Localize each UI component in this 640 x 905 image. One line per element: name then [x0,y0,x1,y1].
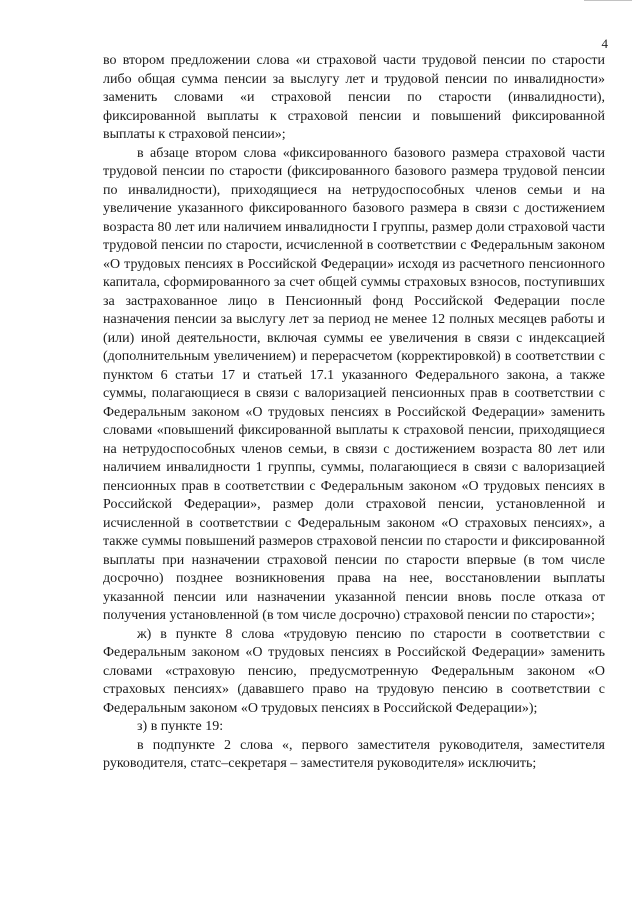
paragraph-replacement-second-sentence: во втором предложении слова «и страховой части трудовой пенсии по старости либо общая сумма пенсии за выслугу лет и трудовой пенсии по инвалидности» заменить словами «и страховой пенсии по старости (инвалидности), фиксированной выплаты к страховой пенсии и повышений фиксированной выплаты к страховой пенсии»; [103,53,605,142]
scan-edge-mark [584,0,632,5]
paragraph-second-clause-amendment: в абзаце втором слова «фиксированного базового размера страховой части трудовой пенсии по старости (фиксированного базового размера трудовой пенсии по инвалидности), приходящиеся на нетрудоспособных членов семьи и на увеличение указанного фиксированного базового размера в связи с достижением возраста 80 лет или наличием инвалидности I группы, размер доли страховой части трудовой пенсии по старости, исчисленной в соответствии с Федеральным законом «О трудовых пенсиях в Российской Федерации» исходя из расчетного пенсионного капитала, сформированного за счет общей суммы страховых взносов, поступивших за застрахованное лицо в Пенсионный фонд Российской Федерации после назначения пенсии за выслугу лет за период не менее 12 полных месяцев работы и (или) иной деятельности, включая суммы ее увеличения в связи с индексацией (дополнительным увеличением) и перерасчетом (корректировкой) в соответствии с пунктом 6 статьи 17 и статьей 17.1 указанного Федерального закона, а также суммы, полагающиеся в связи с валоризацией пенсионных прав в соответствии с Федеральным законом «О трудовых пенсиях в Российской Федерации» заменить словами «повышений фиксированной выплаты к страховой пенсии, приходящиеся на нетрудоспособных членов семьи, в связи с достижением возраста 80 лет или наличием инвалидности 1 группы, суммы, полагающиеся в связи с валоризацией пенсионных прав в соответствии с Федеральным законом «О трудовых пенсиях в Российской Федерации», размер доли страховой пенсии, установленной и исчисленной в соответствии с Федеральным законом «О страховых пенсиях», а также суммы повышений размеров страховой пенсии по старости и фиксированной выплаты при назначении страховой пенсии по старости впервые (в том числе досрочно) позднее возникновения права на нее, восстановлении выплаты указанной пенсии или назначении указанной пенсии вновь после отказа от получения установленной (в том числе досрочно) страховой пенсии по старости»; [103,145,605,623]
paragraph-subpoint-2: в подпункте 2 слова «, первого заместителя руководителя, заместителя руководителя, статс–секретаря – заместителя руководителя» исключить; [103,737,605,771]
body-text [103,52,605,774]
paragraph-item-zh-point-8: ж) в пункте 8 слова «трудовую пенсию по старости в соответствии с Федеральным законом «О трудовых пенсиях в Российской Федерации» заменить словами «страховую пенсию, предусмотренную Федеральным законом «О страховых пенсиях» (дававшего право на трудовую пенсию в соответствии с Федеральным законом «О трудовых пенсиях в Российской Федерации»); [103,626,605,716]
paragraph-item-z-point-19: з) в пункте 19: [137,719,224,734]
page-number: 4 [601,36,608,51]
